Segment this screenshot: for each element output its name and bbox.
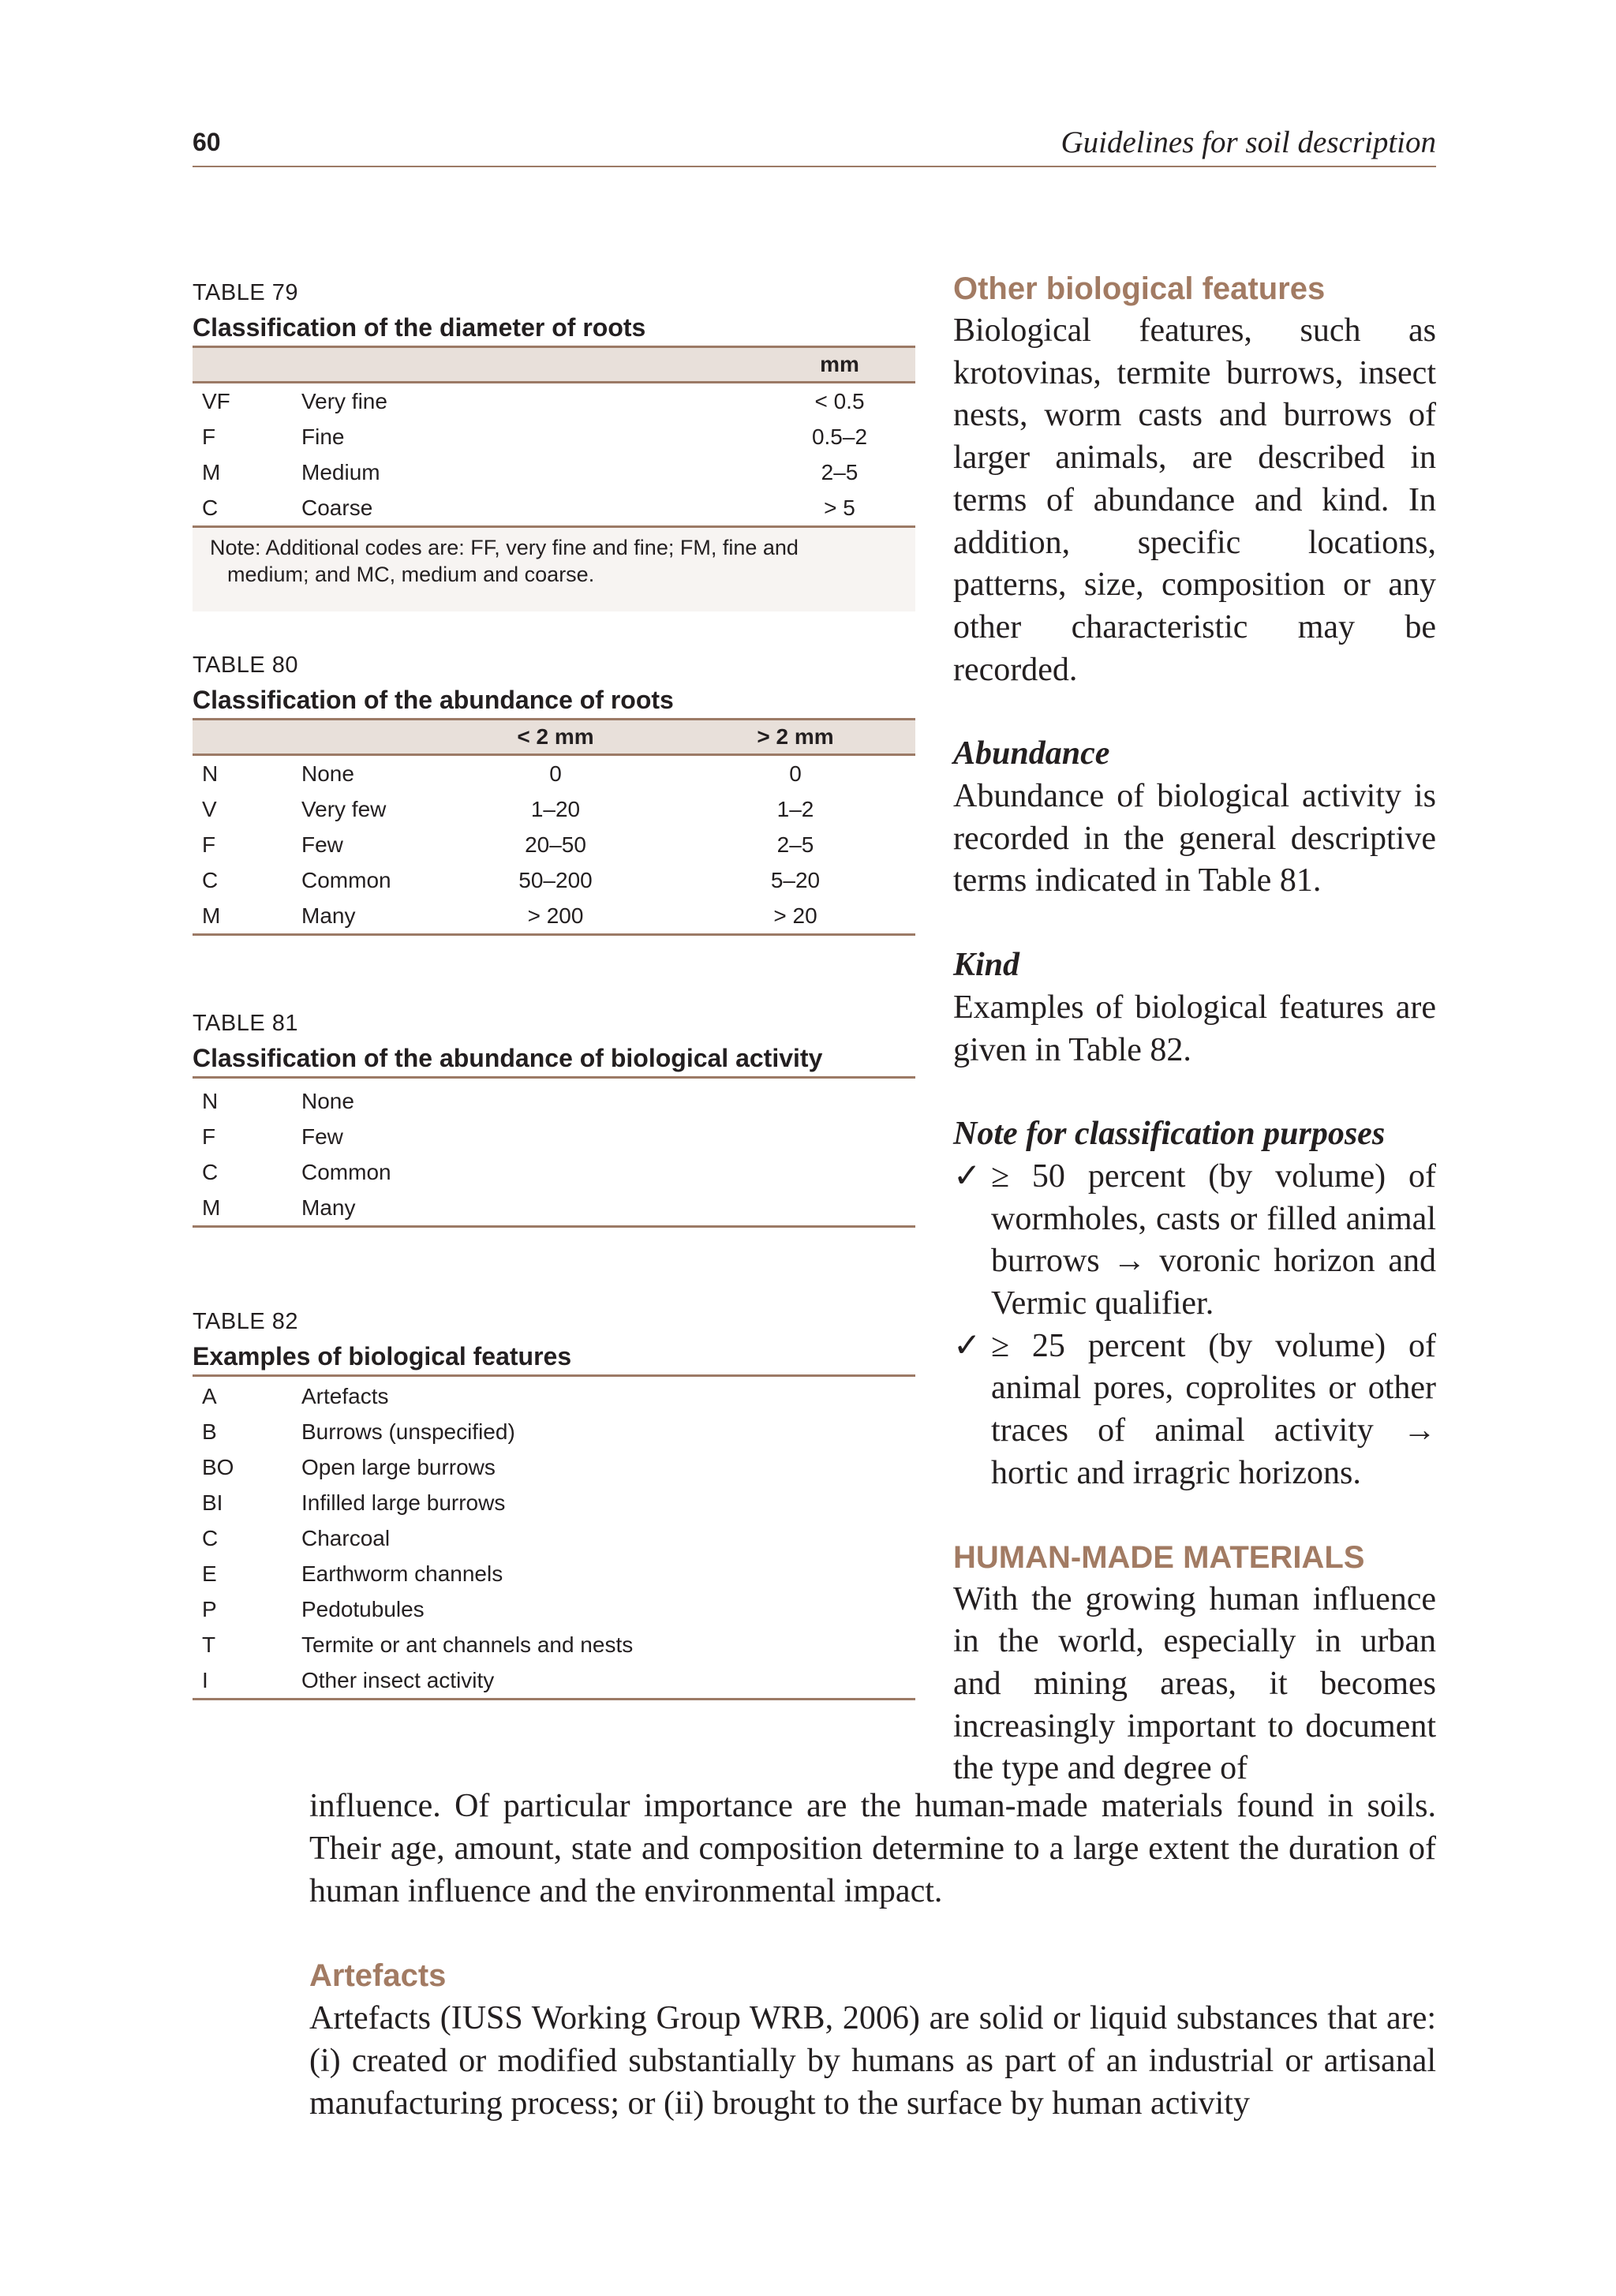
- table-row: [193, 1378, 915, 1414]
- subheading-kind: Kind: [953, 947, 1020, 984]
- paragraph-human-made-continued: influence. Of particular importance are the human-made materials found in soils. Their age, amount, state and composition determine to a large extent the duration of human influence and the environmental impact.: [309, 1788, 1436, 1909]
- row-code: F: [202, 424, 216, 449]
- table-row: [193, 1449, 915, 1485]
- row-code: M: [202, 460, 221, 484]
- row-value-lt2mm: 0: [549, 761, 562, 786]
- section-heading-human-made: HUMAN-MADE MATERIALS: [953, 1539, 1365, 1575]
- row-value: 2–5: [821, 460, 858, 484]
- table-note-line: medium; and MC, medium and coarse.: [227, 563, 595, 586]
- row-code: C: [202, 868, 219, 892]
- table-row: [193, 898, 915, 936]
- table-title: Classification of the abundance of roots: [193, 686, 674, 714]
- table-row: [193, 1591, 915, 1627]
- table-top-rule: [193, 1076, 915, 1083]
- table-number: TABLE 79: [193, 280, 299, 305]
- table-79: [193, 276, 915, 611]
- row-label: Very fine: [301, 389, 387, 413]
- list-item: [953, 1156, 1436, 1326]
- paragraph-biological: Biological features, such as krotovinas, termite burrows, insect nests, worm casts and burrows of larger animals, are described in terms of abundance and kind. In addition, specific locations, patterns, size, composition or any other characteristic may be recorded.: [953, 312, 1436, 688]
- running-title: Guidelines for soil description: [1060, 125, 1436, 159]
- list-item: [953, 1326, 1436, 1495]
- row-value-lt2mm: 20–50: [525, 832, 586, 857]
- list-item-text: ≥ 50 percent (by volume) of wormholes, casts or filled animal burrows → voronic horizon and Vermic qualifier.: [991, 1157, 1436, 1322]
- row-code: A: [202, 1384, 217, 1408]
- row-value-lt2mm: > 200: [527, 903, 584, 928]
- row-value-lt2mm: 1–20: [530, 797, 581, 821]
- table-row: [193, 383, 915, 419]
- row-value: > 5: [824, 495, 855, 520]
- paragraph-kind: Examples of biological features are given in Table 82.: [953, 989, 1436, 1068]
- table-note-line: Note: Additional codes are: FF, very fine and fine; FM, fine and: [210, 536, 799, 559]
- table-row: [193, 1190, 915, 1228]
- table-row: [193, 756, 915, 791]
- row-label: Coarse: [301, 495, 373, 520]
- table-title: Classification of the diameter of roots: [193, 313, 646, 342]
- row-label: Many: [301, 903, 356, 928]
- table-note: [193, 528, 915, 611]
- row-code: C: [202, 1160, 219, 1184]
- table-row: [193, 1154, 915, 1190]
- row-label: Other insect activity: [301, 1668, 495, 1692]
- paragraph-human-made: With the growing human influence in the world, especially in urban and mining areas, it becomes increasingly important to document the type and degree of: [953, 1580, 1436, 1787]
- table-row: [193, 1119, 915, 1154]
- row-value-gt2mm: 0: [789, 761, 802, 786]
- table-row: [193, 827, 915, 862]
- row-code: F: [202, 1124, 216, 1149]
- table-row: [193, 1485, 915, 1520]
- row-value-gt2mm: 1–2: [776, 797, 814, 821]
- row-label: Few: [301, 1124, 343, 1149]
- table-row: [193, 490, 915, 528]
- table-82: [193, 1305, 915, 1700]
- column-header-mm: mm: [820, 352, 859, 376]
- paragraph-artefacts: Artefacts (IUSS Working Group WRB, 2006) are solid or liquid substances that are: (i) created or modified substantially by humans as part of an industrial or artisanal manufacturing process; or (ii) brought to the surface by human activity: [309, 2000, 1436, 2122]
- row-value-gt2mm: 5–20: [770, 868, 821, 892]
- paragraph-abundance: Abundance of biological activity is recorded in the general descriptive terms indicated in Table 81.: [953, 778, 1436, 899]
- row-code: P: [202, 1597, 217, 1621]
- table-81: [193, 1007, 915, 1228]
- row-label: Open large burrows: [301, 1455, 496, 1479]
- table-title: Examples of biological features: [193, 1342, 572, 1370]
- table-number: TABLE 81: [193, 1011, 299, 1036]
- row-value-gt2mm: 2–5: [776, 832, 814, 857]
- row-label: Pedotubules: [301, 1597, 425, 1621]
- row-label: Common: [301, 1160, 391, 1184]
- table-number: TABLE 82: [193, 1309, 299, 1334]
- row-code: M: [202, 903, 221, 928]
- subheading-abundance: Abundance: [953, 735, 1110, 772]
- section-heading-biological: Other biological features: [953, 271, 1326, 306]
- row-label: Charcoal: [301, 1526, 391, 1550]
- row-label: Infilled large burrows: [301, 1490, 506, 1515]
- table-row: [193, 1662, 915, 1700]
- row-code: M: [202, 1195, 221, 1220]
- row-label: None: [301, 1089, 354, 1113]
- table-row: [193, 1414, 915, 1449]
- row-code: I: [202, 1668, 208, 1692]
- table-row: [193, 791, 915, 827]
- row-code: VF: [202, 389, 230, 413]
- row-label: Many: [301, 1195, 356, 1220]
- row-label: None: [301, 761, 354, 786]
- row-label: Termite or ant channels and nests: [301, 1632, 634, 1657]
- page-number: 60: [193, 128, 221, 156]
- row-code: B: [202, 1419, 217, 1444]
- row-label: Artefacts: [301, 1384, 389, 1408]
- row-code: N: [202, 761, 219, 786]
- table-80: [193, 649, 915, 936]
- row-label: Earthworm channels: [301, 1561, 503, 1586]
- row-code: C: [202, 495, 219, 520]
- header-rule: [193, 166, 1436, 167]
- row-code: F: [202, 832, 216, 857]
- table-number: TABLE 80: [193, 653, 299, 678]
- row-label: Burrows (unspecified): [301, 1419, 515, 1444]
- row-label: Medium: [301, 460, 380, 484]
- checkmark-icon: ✓: [953, 1157, 982, 1195]
- row-code: T: [202, 1632, 216, 1657]
- row-value: < 0.5: [814, 389, 865, 413]
- row-value: 0.5–2: [811, 424, 868, 449]
- column-header-gt2mm: > 2 mm: [757, 724, 834, 749]
- table-row: [193, 454, 915, 490]
- table-row: [193, 1627, 915, 1662]
- row-code: BO: [202, 1455, 234, 1479]
- right-column: [953, 268, 1436, 1790]
- table-row: [193, 419, 915, 454]
- table-header-row: [193, 346, 915, 383]
- full-width-text: [309, 1785, 1436, 2125]
- row-value-gt2mm: > 20: [773, 903, 817, 928]
- table-row: [193, 862, 915, 898]
- row-code: C: [202, 1526, 219, 1550]
- section-heading-artefacts: Artefacts: [309, 1958, 447, 1993]
- row-label: Few: [301, 832, 343, 857]
- row-value-lt2mm: 50–200: [518, 868, 593, 892]
- row-code: N: [202, 1089, 219, 1113]
- table-row: [193, 1083, 915, 1119]
- column-header-lt2mm: < 2 mm: [517, 724, 594, 749]
- table-row: [193, 1556, 915, 1591]
- row-code: E: [202, 1561, 217, 1586]
- row-code: V: [202, 797, 217, 821]
- list-item-text: ≥ 25 percent (by volume) of animal pores, coprolites or other traces of animal activity → hortic and irragric horizons.: [991, 1327, 1436, 1491]
- table-row: [193, 1520, 915, 1556]
- row-label: Common: [301, 868, 391, 892]
- row-label: Very few: [301, 797, 387, 821]
- table-header-row: [193, 718, 915, 756]
- table-title: Classification of the abundance of biological activity: [193, 1044, 823, 1072]
- subheading-note: Note for classification purposes: [953, 1116, 1386, 1153]
- row-label: Fine: [301, 424, 345, 449]
- checkmark-icon: ✓: [953, 1327, 982, 1364]
- row-code: BI: [202, 1490, 223, 1515]
